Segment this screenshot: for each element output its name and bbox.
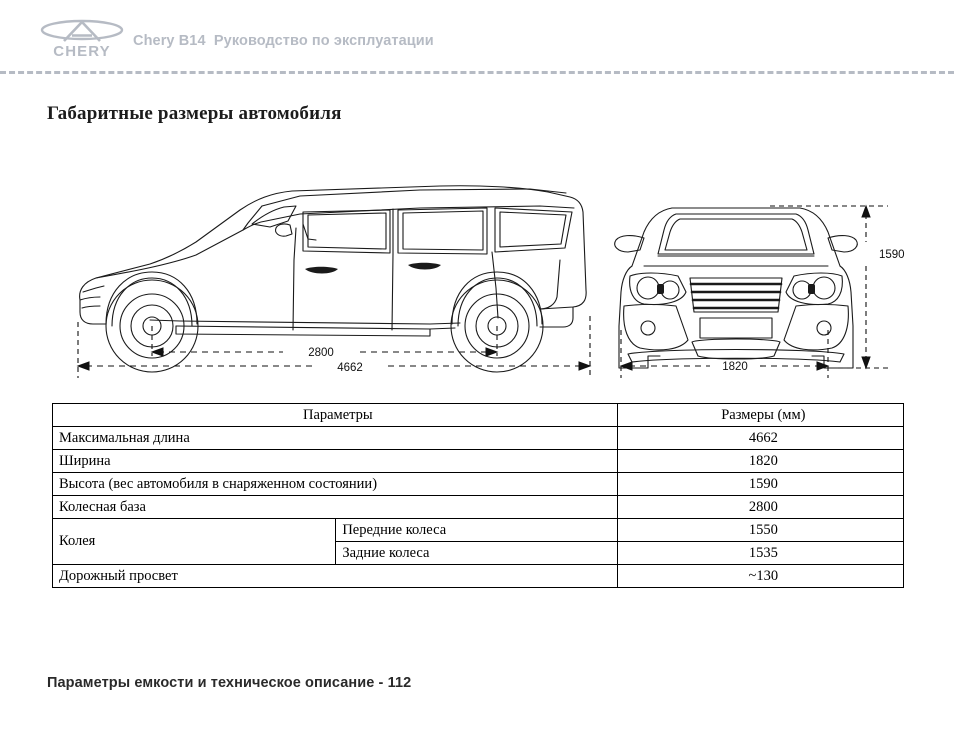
row-value-rear-track: 1535	[617, 542, 903, 565]
table-header-parameter: Параметры	[53, 404, 618, 427]
drawings-svg	[0, 140, 954, 390]
specifications-table	[52, 403, 904, 588]
table-row	[53, 565, 904, 588]
dimension-label-wheelbase: 2800	[308, 347, 334, 359]
row-label-max-length: Максимальная длина	[53, 427, 618, 450]
row-label-wheelbase: Колесная база	[53, 496, 618, 519]
dimension-label-height: 1590	[879, 249, 905, 261]
front-view-car-drawing	[615, 208, 858, 368]
row-value-width: 1820	[617, 450, 903, 473]
page-footer: Параметры емкости и техническое описание - 112	[47, 675, 412, 691]
dimension-label-width: 1820	[722, 361, 748, 373]
header-divider	[0, 71, 954, 74]
table-header-value: Размеры (мм)	[617, 404, 903, 427]
dimension-label-length: 4662	[337, 362, 363, 374]
row-value-wheelbase: 2800	[617, 496, 903, 519]
row-value-ground-clearance: ~130	[617, 565, 903, 588]
row-value-front-track: 1550	[617, 519, 903, 542]
row-label-ground-clearance: Дорожный просвет	[53, 565, 618, 588]
row-value-max-length: 4662	[617, 427, 903, 450]
page-title: Габаритные размеры автомобиля	[47, 103, 342, 124]
table-row	[53, 427, 904, 450]
page-header	[0, 0, 954, 72]
table-row	[53, 450, 904, 473]
chery-logo	[38, 19, 126, 63]
row-label-track: Колея	[53, 519, 336, 565]
spec-table	[52, 403, 904, 588]
side-view-car-drawing	[80, 186, 587, 372]
dimension-drawings	[0, 140, 954, 390]
row-label-height: Высота (вес автомобиля в снаряженном состоянии)	[53, 473, 618, 496]
chery-logo-text: CHERY	[53, 43, 111, 60]
table-row	[53, 519, 904, 542]
table-header-row	[53, 404, 904, 427]
header-title: Chery B14 Руководство по эксплуатации	[133, 33, 434, 49]
row-sublabel-rear-track: Задние колеса	[336, 542, 617, 565]
table-row	[53, 496, 904, 519]
table-row	[53, 473, 904, 496]
row-label-width: Ширина	[53, 450, 618, 473]
row-sublabel-front-track: Передние колеса	[336, 519, 617, 542]
row-value-height: 1590	[617, 473, 903, 496]
chery-logo-mark	[38, 19, 126, 46]
